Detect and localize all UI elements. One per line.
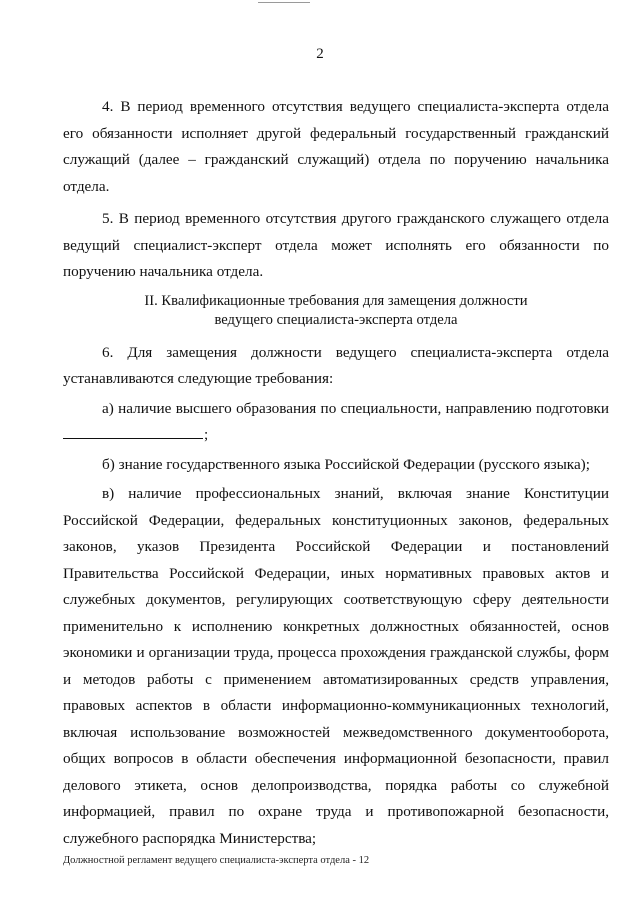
requirement-item-v: в) наличие профессиональных знаний, включая знание Конституции Российской Федерации, федеральных конституционных законов, федеральных законов, указов Президента Российской Федерации и постановлений Правительства Российской Федерации, иных нормативных правовых актов и служебных документов, регулирующих соответствующую сферу деятельности применительно к исполнению конкретных должностных обязанностей, основ экономики и организации труда, процесса прохождения гражданской службы, форм и методов работы с применением автоматизированных средств управления, правовых аспектов в области информационно-коммуникационных технологий, включая использование возможностей межведомственного документооборота, общих вопросов в области обеспечения информационной безопасности, правил делового этикета, основ делопроизводства, порядка работы со служебной информацией, правил по охране труда и противопожарной безопасности, служебного распорядка Министерства; — [63, 485, 609, 847]
top-divider — [258, 2, 310, 3]
requirement-item-a — [63, 396, 609, 449]
page-footer: Должностной регламент ведущего специалиста-эксперта отдела - 12 — [63, 855, 370, 866]
document-body — [63, 94, 609, 858]
paragraph-4: 4. В период временного отсутствия ведущего специалиста-эксперта отдела его обязанности исполняет другой федеральный государственный гражданский служащий (далее – гражданский служащий) отдела по поручению начальника отдела. — [63, 98, 609, 195]
fill-in-blank-line — [63, 423, 203, 439]
requirement-item-b: б) знание государственного языка Российской Федерации (русского языка); — [102, 455, 590, 473]
page-number: 2 — [316, 46, 324, 62]
paragraph-6: 6. Для замещения должности ведущего специалиста-эксперта отдела устанавливаются следующие требования: — [63, 343, 609, 387]
section-heading — [63, 292, 609, 330]
section-heading-line-2: ведущего специалиста-эксперта отдела — [214, 311, 458, 328]
requirement-item-a-text: а) наличие высшего образования по специальности, направлению подготовки — [102, 399, 609, 417]
requirement-item-a-end: ; — [204, 426, 209, 443]
paragraph-5: 5. В период временного отсутствия другого гражданского служащего отдела ведущий специалист-эксперт отдела может исполнять его обязанности по поручению начальника отдела. — [63, 210, 609, 280]
section-heading-line-1: II. Квалификационные требования для замещения должности — [144, 292, 528, 309]
